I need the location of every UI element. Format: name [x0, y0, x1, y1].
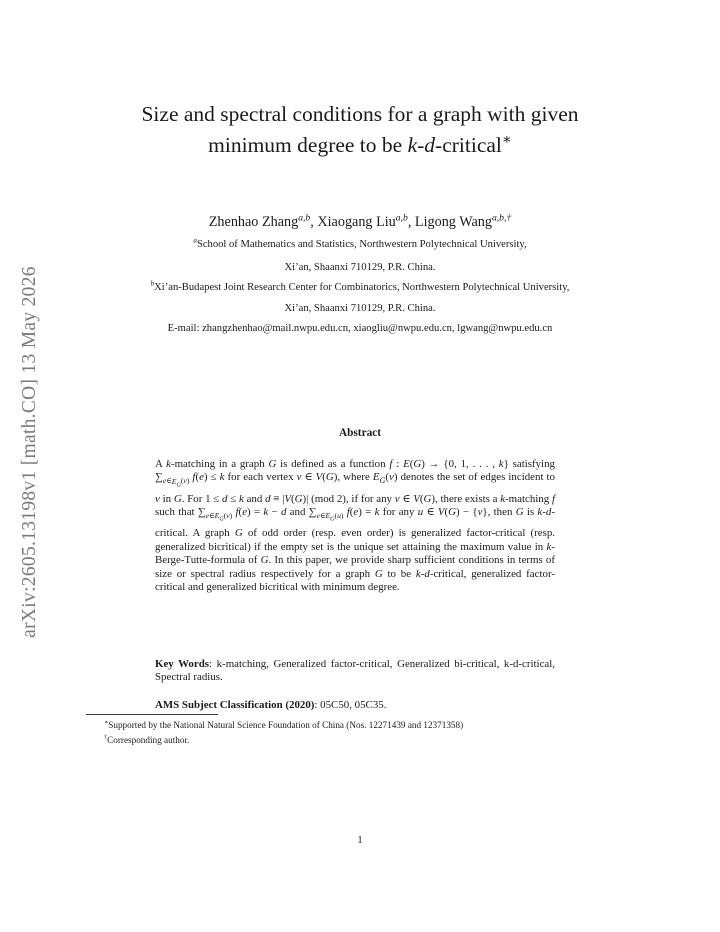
- author-name: Zhenhao Zhang: [208, 214, 299, 230]
- keywords: [155, 658, 555, 685]
- affiliation-b-line1: $^b$Xi’an-Budapest Joint Research Center for Combinatorics, Northwestern Polytechnical University,: [150, 279, 570, 293]
- footnote-funding: ∗Supported by the National Natural Science Foundation of China (Nos. 12271439 and 12371358): [104, 718, 464, 730]
- email-line: E-mail: zhangzhenhao@mail.nwpu.edu.cn, xiaogliu@nwpu.edu.cn, lgwang@nwpu.edu.cn: [167, 323, 553, 334]
- author-affil-mark: a,b: [395, 212, 408, 224]
- title-line-1: Size and spectral conditions for a graph with given: [141, 102, 579, 126]
- arxiv-stamp: arXiv:2605.13198v1 [math.CO] 13 May 2026: [19, 266, 40, 638]
- keywords-text: : k-matching, Generalized factor-critical, Generalized bi-critical, k-d-critical, Spectral radius.: [155, 658, 556, 684]
- author-name: Ligong Wang: [414, 214, 492, 230]
- affiliation-a-line1: $^a$School of Mathematics and Statistics, Northwestern Polytechnical University,: [193, 236, 527, 250]
- abstract-heading: Abstract: [338, 427, 382, 439]
- footnote-corresponding: †Corresponding author.: [104, 733, 190, 745]
- ams-text: : 05C50, 05C35.: [314, 699, 387, 711]
- paper-title: [0, 100, 720, 159]
- title-line-2: minimum degree to be k-d-critical∗: [208, 131, 512, 157]
- author-affil-mark: a,b,†: [491, 212, 512, 224]
- affiliation-b-line2: Xi’an, Shaanxi 710129, P.R. China.: [284, 303, 436, 314]
- author-affil-mark: a,b: [298, 212, 311, 224]
- page-number: 1: [357, 834, 363, 846]
- affiliation-a-line2: Xi’an, Shaanxi 710129, P.R. China.: [284, 262, 436, 273]
- footnote-rule: [86, 714, 218, 715]
- abstract-body: A k-matching in a graph G is defined as a function f : E(G) → {0, 1, . . . , k} satisfying $\sum_{e\in E_G(v)}$ f(e) ≤ k for each vertex v ∈ V(G), where $E_G(v)$ denotes the set of edges incident to v in G. For 1 ≤ d ≤ k and d ≡ |V(G)| (mod 2), if for any v ∈ V(G), there exists a k-matching f such that $\sum_{e\in E_G(v)}$ f(e) = k − d and $\sum_{e\in E_G(u)}$ f(e) = k for any u ∈ V(G) − {v}, then G is k-d-critical. A graph G of odd order (resp. even order) is generalized factor-critical (resp. generalized bicritical) if the empty set is the unique set attaining the maximum value in k-Berge-Tutte-formula of G. In this paper, we provide sharp sufficient conditions in terms of size or spectral radius respectively for a graph G to be k-d-critical, generalized factor-critical and generalized bicritical with minimum degree.: [155, 458, 555, 593]
- author-list: Zhenhao Zhang$^{a,b}$, Xiaogang Liu$^{a,b}$, Ligong Wang$^{a,b,\dagger}$: [208, 212, 512, 230]
- author-name: Xiaogang Liu: [317, 214, 396, 230]
- ams-label: AMS Subject Classification (2020): [155, 699, 315, 711]
- ams-classification: [155, 699, 575, 711]
- keywords-label: Key Words: [155, 658, 210, 670]
